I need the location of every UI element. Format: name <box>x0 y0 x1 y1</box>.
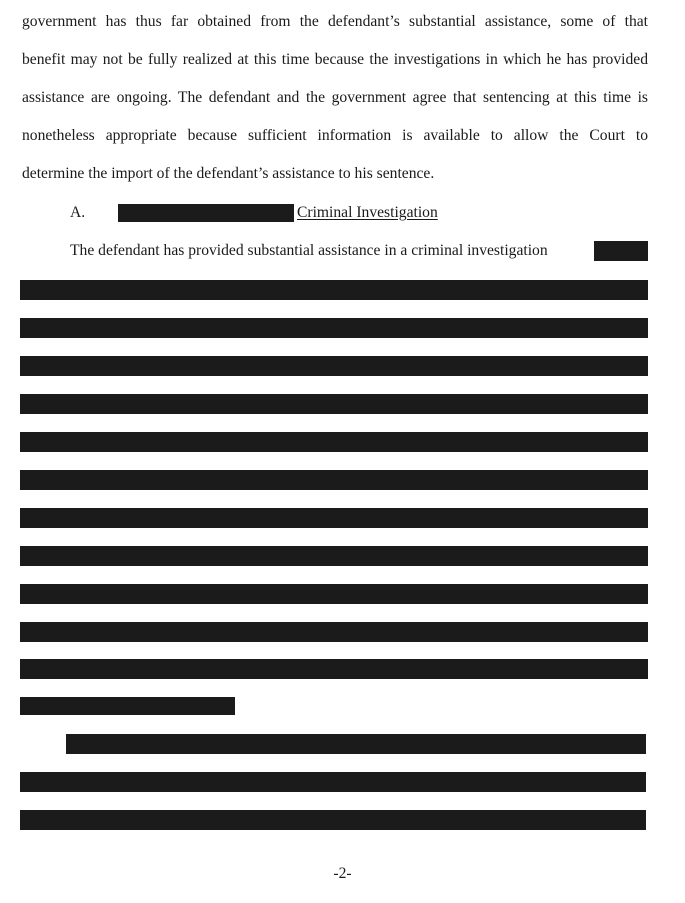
section-title: Criminal Investigation <box>297 204 438 221</box>
redaction-bar <box>20 470 648 490</box>
redaction-bar <box>20 659 648 679</box>
section-body-line-1: The defendant has provided substantial assistance in a criminal investigation <box>70 242 548 259</box>
body-text-line-5: determine the import of the defendant’s assistance to his sentence. <box>22 165 435 182</box>
redaction-bar <box>20 318 648 338</box>
redaction-bar-indented <box>66 734 646 754</box>
redaction-bar-short <box>20 697 235 715</box>
redaction-bar <box>20 772 646 792</box>
redaction-bar <box>20 280 648 300</box>
redaction-bar <box>20 356 648 376</box>
redaction-bar <box>20 584 648 604</box>
redaction-bar-inline <box>594 241 648 261</box>
body-text-line-3: assistance are ongoing. The defendant and the government agree that sentencing at this time is <box>22 89 648 106</box>
section-marker: A. <box>70 204 86 221</box>
page-number: -2- <box>333 865 352 882</box>
body-text-line-1: government has thus far obtained from the defendant’s substantial assistance, some of that <box>22 13 648 30</box>
redaction-bar <box>20 394 648 414</box>
body-text-line-2: benefit may not be fully realized at this time because the investigations in which he has provided <box>22 51 648 68</box>
redaction-bar <box>20 622 648 642</box>
redaction-bar-heading <box>118 204 294 222</box>
redaction-bar <box>20 432 648 452</box>
redaction-bar <box>20 508 648 528</box>
body-text-line-4: nonetheless appropriate because sufficient information is available to allow the Court to <box>22 127 648 144</box>
redaction-bar <box>20 810 646 830</box>
redaction-bar <box>20 546 648 566</box>
